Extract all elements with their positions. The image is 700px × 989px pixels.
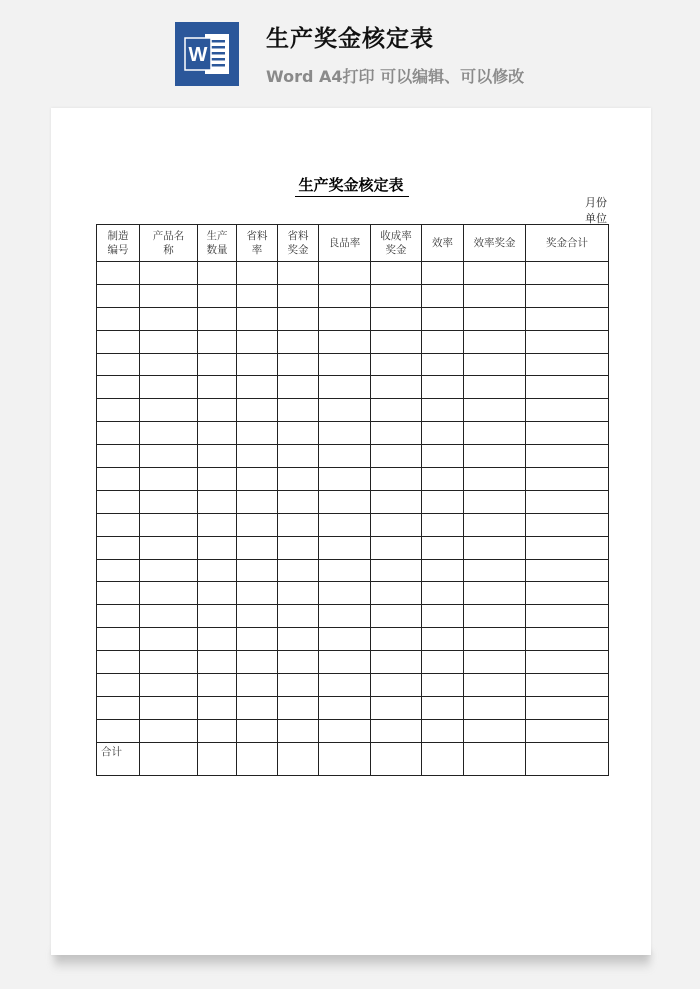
table-cell[interactable] <box>371 605 422 628</box>
column-header: 收成率 奖金 <box>371 225 422 262</box>
table-cell[interactable] <box>464 628 526 651</box>
table-row <box>97 262 609 285</box>
table-cell[interactable] <box>371 330 422 353</box>
table-cell[interactable] <box>237 445 278 468</box>
table-cell[interactable] <box>526 376 609 399</box>
table-cell[interactable] <box>422 284 464 307</box>
column-header: 省料 率 <box>237 225 278 262</box>
table-cell[interactable] <box>198 468 237 491</box>
table-cell[interactable] <box>140 376 198 399</box>
table-cell[interactable] <box>237 674 278 697</box>
table-cell[interactable] <box>319 559 371 582</box>
table-cell[interactable] <box>422 696 464 719</box>
table-cell[interactable] <box>422 674 464 697</box>
table-row <box>97 605 609 628</box>
table-cell[interactable] <box>422 605 464 628</box>
table-cell[interactable] <box>237 284 278 307</box>
table-cell[interactable] <box>526 399 609 422</box>
table-cell[interactable] <box>198 307 237 330</box>
table-cell[interactable] <box>464 422 526 445</box>
table-header-row <box>97 225 609 262</box>
table-cell[interactable] <box>278 674 319 697</box>
table-cell[interactable] <box>464 696 526 719</box>
table-cell[interactable] <box>526 422 609 445</box>
table-cell[interactable] <box>237 719 278 742</box>
table-cell[interactable] <box>371 468 422 491</box>
table-row <box>97 353 609 376</box>
table-cell[interactable] <box>526 513 609 536</box>
table-cell[interactable] <box>97 719 140 742</box>
table-cell[interactable] <box>97 582 140 605</box>
table-row <box>97 468 609 491</box>
table-cell[interactable] <box>140 674 198 697</box>
table-cell[interactable] <box>278 719 319 742</box>
table-row <box>97 399 609 422</box>
table-cell[interactable] <box>371 674 422 697</box>
table-cell[interactable] <box>464 513 526 536</box>
table-cell[interactable] <box>319 513 371 536</box>
table-cell[interactable] <box>237 422 278 445</box>
table-cell[interactable] <box>140 719 198 742</box>
table-cell[interactable] <box>464 719 526 742</box>
table-cell[interactable] <box>237 468 278 491</box>
table-cell[interactable] <box>237 307 278 330</box>
table-cell[interactable] <box>140 536 198 559</box>
table-cell[interactable] <box>237 376 278 399</box>
table-cell[interactable] <box>464 399 526 422</box>
document-title: 生产奖金核定表 <box>298 176 404 194</box>
table-cell[interactable] <box>237 628 278 651</box>
table-row <box>97 445 609 468</box>
table-cell[interactable] <box>140 513 198 536</box>
table-cell[interactable] <box>526 719 609 742</box>
table-cell[interactable] <box>371 353 422 376</box>
table-cell[interactable] <box>464 536 526 559</box>
table-cell[interactable] <box>140 468 198 491</box>
table-cell[interactable] <box>319 742 371 775</box>
table-cell[interactable] <box>464 330 526 353</box>
table-cell[interactable] <box>140 353 198 376</box>
table-cell[interactable] <box>198 582 237 605</box>
table-cell[interactable] <box>198 674 237 697</box>
table-cell[interactable] <box>422 628 464 651</box>
table-cell[interactable] <box>464 674 526 697</box>
table-cell[interactable] <box>319 353 371 376</box>
column-header: 良品率 <box>319 225 371 262</box>
table-cell[interactable] <box>526 582 609 605</box>
table-cell[interactable] <box>464 605 526 628</box>
table-cell[interactable] <box>422 307 464 330</box>
table-cell[interactable] <box>278 399 319 422</box>
table-cell[interactable] <box>422 376 464 399</box>
table-cell[interactable] <box>422 353 464 376</box>
table-cell[interactable] <box>140 582 198 605</box>
table-cell[interactable] <box>464 307 526 330</box>
table-cell[interactable] <box>278 651 319 674</box>
table-cell[interactable] <box>198 742 237 775</box>
table-cell[interactable] <box>198 422 237 445</box>
table-cell[interactable] <box>237 696 278 719</box>
table-cell[interactable] <box>319 582 371 605</box>
table-cell[interactable] <box>198 628 237 651</box>
table-cell[interactable] <box>371 262 422 285</box>
table-cell[interactable] <box>422 559 464 582</box>
table-cell[interactable] <box>237 399 278 422</box>
word-doc-icon <box>175 22 239 86</box>
table-cell[interactable] <box>371 628 422 651</box>
document-page <box>51 108 651 955</box>
table-cell[interactable] <box>422 330 464 353</box>
table-cell[interactable] <box>278 468 319 491</box>
table-cell[interactable] <box>371 399 422 422</box>
table-cell[interactable] <box>464 376 526 399</box>
table-cell[interactable] <box>371 284 422 307</box>
table-cell[interactable] <box>278 262 319 285</box>
table-cell[interactable] <box>371 513 422 536</box>
total-label: 合计 <box>97 742 140 775</box>
table-cell[interactable] <box>526 353 609 376</box>
table-cell[interactable] <box>319 376 371 399</box>
table-cell[interactable] <box>371 719 422 742</box>
table-cell[interactable] <box>422 262 464 285</box>
table-cell[interactable] <box>526 262 609 285</box>
table-cell[interactable] <box>237 559 278 582</box>
table-cell[interactable] <box>371 582 422 605</box>
table-cell[interactable] <box>140 742 198 775</box>
table-cell[interactable] <box>371 376 422 399</box>
table-cell[interactable] <box>97 307 140 330</box>
table-cell[interactable] <box>526 330 609 353</box>
table-cell[interactable] <box>198 330 237 353</box>
table-cell[interactable] <box>464 445 526 468</box>
table-cell[interactable] <box>140 330 198 353</box>
table-cell[interactable] <box>464 353 526 376</box>
table-cell[interactable] <box>97 605 140 628</box>
table-cell[interactable] <box>278 376 319 399</box>
table-cell[interactable] <box>464 559 526 582</box>
table-cell[interactable] <box>278 284 319 307</box>
table-cell[interactable] <box>319 422 371 445</box>
table-cell[interactable] <box>526 307 609 330</box>
table-cell[interactable] <box>97 536 140 559</box>
unit-label: 单位 <box>585 212 607 225</box>
table-cell[interactable] <box>97 399 140 422</box>
table-cell[interactable] <box>278 422 319 445</box>
table-cell[interactable] <box>278 628 319 651</box>
table-row <box>97 674 609 697</box>
table-cell[interactable] <box>526 674 609 697</box>
table-cell[interactable] <box>278 445 319 468</box>
table-cell[interactable] <box>140 399 198 422</box>
table-cell[interactable] <box>278 513 319 536</box>
table-cell[interactable] <box>140 307 198 330</box>
table-cell[interactable] <box>464 490 526 513</box>
table-cell[interactable] <box>319 262 371 285</box>
table-cell[interactable] <box>97 330 140 353</box>
table-cell[interactable] <box>198 513 237 536</box>
table-cell[interactable] <box>97 628 140 651</box>
table-cell[interactable] <box>237 330 278 353</box>
table-cell[interactable] <box>464 582 526 605</box>
table-cell[interactable] <box>319 490 371 513</box>
column-header: 效率奖金 <box>464 225 526 262</box>
table-cell[interactable] <box>278 582 319 605</box>
table-cell[interactable] <box>237 353 278 376</box>
table-cell[interactable] <box>319 468 371 491</box>
table-cell[interactable] <box>198 262 237 285</box>
table-cell[interactable] <box>422 651 464 674</box>
table-cell[interactable] <box>319 719 371 742</box>
table-cell[interactable] <box>319 674 371 697</box>
table-cell[interactable] <box>319 628 371 651</box>
table-cell[interactable] <box>140 422 198 445</box>
table-row <box>97 536 609 559</box>
table-cell[interactable] <box>97 674 140 697</box>
table-cell[interactable] <box>371 651 422 674</box>
table-cell[interactable] <box>237 742 278 775</box>
table-cell[interactable] <box>422 445 464 468</box>
table-cell[interactable] <box>319 330 371 353</box>
table-cell[interactable] <box>198 490 237 513</box>
table-cell[interactable] <box>422 422 464 445</box>
table-cell[interactable] <box>526 696 609 719</box>
table-cell[interactable] <box>526 284 609 307</box>
table-cell[interactable] <box>371 422 422 445</box>
table-cell[interactable] <box>237 490 278 513</box>
table-cell[interactable] <box>97 490 140 513</box>
table-cell[interactable] <box>319 536 371 559</box>
table-cell[interactable] <box>97 651 140 674</box>
table-cell[interactable] <box>237 582 278 605</box>
table-row <box>97 330 609 353</box>
table-cell[interactable] <box>526 468 609 491</box>
table-cell[interactable] <box>526 445 609 468</box>
table-row <box>97 490 609 513</box>
header-title: 生产奖金核定表 <box>266 26 434 52</box>
table-cell[interactable] <box>140 262 198 285</box>
column-header: 产品名 称 <box>140 225 198 262</box>
table-cell[interactable] <box>278 559 319 582</box>
table-cell[interactable] <box>526 651 609 674</box>
header-subtitle: Word A4打印 可以编辑、可以修改 <box>266 67 525 86</box>
table-cell[interactable] <box>237 605 278 628</box>
column-header: 制造 编号 <box>97 225 140 262</box>
table-row <box>97 696 609 719</box>
table-row <box>97 559 609 582</box>
table-row <box>97 719 609 742</box>
table-cell[interactable] <box>97 559 140 582</box>
table-cell[interactable] <box>371 696 422 719</box>
table-cell[interactable] <box>278 536 319 559</box>
table-cell[interactable] <box>97 422 140 445</box>
table-cell[interactable] <box>97 284 140 307</box>
table-cell[interactable] <box>278 353 319 376</box>
table-cell[interactable] <box>198 284 237 307</box>
table-cell[interactable] <box>198 696 237 719</box>
table-cell[interactable] <box>422 719 464 742</box>
table-cell[interactable] <box>422 582 464 605</box>
column-header: 效率 <box>422 225 464 262</box>
table-cell[interactable] <box>237 651 278 674</box>
table-cell[interactable] <box>140 605 198 628</box>
svg-text:W: W <box>188 44 208 66</box>
table-cell[interactable] <box>526 605 609 628</box>
table-cell[interactable] <box>140 696 198 719</box>
table-cell[interactable] <box>140 559 198 582</box>
table-cell[interactable] <box>278 605 319 628</box>
table-row <box>97 651 609 674</box>
table-row <box>97 284 609 307</box>
bonus-table <box>96 224 609 776</box>
table-cell[interactable] <box>140 445 198 468</box>
table-cell[interactable] <box>422 536 464 559</box>
table-cell[interactable] <box>198 445 237 468</box>
table-cell[interactable] <box>278 330 319 353</box>
table-row <box>97 513 609 536</box>
table-cell[interactable] <box>526 559 609 582</box>
table-cell[interactable] <box>422 468 464 491</box>
table-cell[interactable] <box>464 742 526 775</box>
table-cell[interactable] <box>198 651 237 674</box>
title-underline <box>295 196 409 197</box>
table-cell[interactable] <box>371 536 422 559</box>
table-cell[interactable] <box>140 651 198 674</box>
table-cell[interactable] <box>464 284 526 307</box>
column-header: 省料 奖金 <box>278 225 319 262</box>
table-cell[interactable] <box>278 307 319 330</box>
table-cell[interactable] <box>319 399 371 422</box>
table-cell[interactable] <box>526 742 609 775</box>
table-cell[interactable] <box>198 353 237 376</box>
table-cell[interactable] <box>371 490 422 513</box>
table-cell[interactable] <box>422 399 464 422</box>
table-cell[interactable] <box>278 696 319 719</box>
table-cell[interactable] <box>319 284 371 307</box>
total-row <box>97 742 609 775</box>
table-cell[interactable] <box>319 307 371 330</box>
table-cell[interactable] <box>97 445 140 468</box>
table-cell[interactable] <box>319 605 371 628</box>
table-cell[interactable] <box>198 536 237 559</box>
table-cell[interactable] <box>198 719 237 742</box>
table-cell[interactable] <box>278 490 319 513</box>
table-cell[interactable] <box>97 262 140 285</box>
table-row <box>97 582 609 605</box>
table-cell[interactable] <box>97 468 140 491</box>
table-cell[interactable] <box>237 536 278 559</box>
column-header: 生产 数量 <box>198 225 237 262</box>
table-cell[interactable] <box>319 445 371 468</box>
table-cell[interactable] <box>319 651 371 674</box>
table-cell[interactable] <box>526 536 609 559</box>
table-cell[interactable] <box>198 376 237 399</box>
table-cell[interactable] <box>422 742 464 775</box>
table-cell[interactable] <box>140 284 198 307</box>
table-cell[interactable] <box>278 742 319 775</box>
table-row <box>97 376 609 399</box>
table-row <box>97 628 609 651</box>
table-cell[interactable] <box>97 696 140 719</box>
column-header: 奖金合计 <box>526 225 609 262</box>
table-row <box>97 422 609 445</box>
table-cell[interactable] <box>464 651 526 674</box>
table-cell[interactable] <box>371 445 422 468</box>
table-cell[interactable] <box>237 262 278 285</box>
table-cell[interactable] <box>371 307 422 330</box>
table-cell[interactable] <box>198 399 237 422</box>
table-cell[interactable] <box>464 468 526 491</box>
table-cell[interactable] <box>97 376 140 399</box>
table-cell[interactable] <box>422 490 464 513</box>
table-row <box>97 307 609 330</box>
table-cell[interactable] <box>526 628 609 651</box>
table-cell[interactable] <box>97 513 140 536</box>
table-cell[interactable] <box>371 742 422 775</box>
table-cell[interactable] <box>422 513 464 536</box>
table-cell[interactable] <box>140 490 198 513</box>
table-cell[interactable] <box>198 605 237 628</box>
month-label: 月份 <box>585 196 607 209</box>
table-cell[interactable] <box>97 353 140 376</box>
table-cell[interactable] <box>140 628 198 651</box>
table-cell[interactable] <box>237 513 278 536</box>
table-cell[interactable] <box>319 696 371 719</box>
table-cell[interactable] <box>526 490 609 513</box>
table-cell[interactable] <box>371 559 422 582</box>
table-cell[interactable] <box>464 262 526 285</box>
table-cell[interactable] <box>198 559 237 582</box>
